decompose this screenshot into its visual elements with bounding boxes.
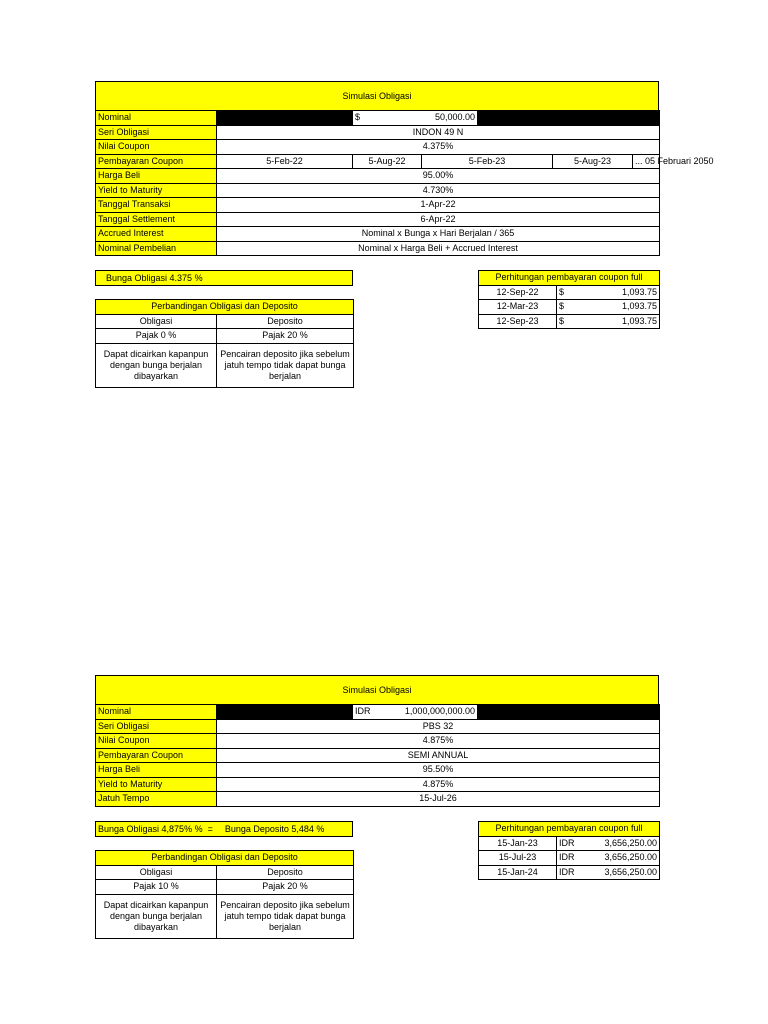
pajak-deposito: Pajak 20 % — [217, 880, 354, 895]
ytm-value: 4.730% — [217, 183, 660, 198]
sim2-label: Pembayaran Coupon — [96, 748, 217, 763]
desc-deposito: Pencairan deposito jika sebelum jatuh tempo tidak dapat bunga berjalan — [217, 343, 354, 387]
coupon-currency: IDR — [557, 851, 583, 866]
coupon-table-title: Perhitungan pembayaran coupon full — [479, 271, 660, 286]
nominal-black-fill — [217, 705, 353, 720]
compare-col-deposito: Deposito — [217, 865, 354, 880]
compare-col-deposito: Deposito — [217, 314, 354, 329]
nominal-black-fill — [478, 111, 660, 126]
coupon-currency: IDR — [557, 836, 583, 851]
pajak-obligasi: Pajak 10 % — [96, 880, 217, 895]
desc-obligasi: Dapat dicairkan kapanpun dengan bunga berjalan dibayarkan — [96, 894, 217, 938]
sim1-row — [96, 227, 660, 242]
pembayaran-date: 5-Feb-23 — [422, 154, 553, 169]
coupon-table-1 — [478, 270, 660, 329]
compare-col-obligasi: Obligasi — [96, 314, 217, 329]
sim1-row — [96, 125, 660, 140]
nominal-black-fill — [217, 111, 353, 126]
sim1-label: Harga Beli — [96, 169, 217, 184]
compare-col-obligasi: Obligasi — [96, 865, 217, 880]
seri-value: PBS 32 — [217, 719, 660, 734]
coupon-date: 12-Mar-23 — [479, 300, 557, 315]
coupon-amount: 1,093.75 — [577, 285, 660, 300]
bunga-obligasi-box — [95, 270, 353, 286]
sim2-label: Yield to Maturity — [96, 777, 217, 792]
sim1-row — [96, 241, 660, 256]
sim2-label: Harga Beli — [96, 763, 217, 778]
jatuh-tempo-value: 15-Jul-26 — [217, 792, 660, 807]
sim1-title — [95, 81, 659, 111]
coupon-row — [479, 314, 660, 329]
desc-deposito: Pencairan deposito jika sebelum jatuh tempo tidak dapat bunga berjalan — [217, 894, 354, 938]
nominal-value: 1,000,000,000.00 — [393, 705, 478, 720]
compare-title: Perbandingan Obligasi dan Deposito — [96, 851, 354, 866]
sim1-label: Tanggal Settlement — [96, 212, 217, 227]
harga-beli-value: 95.50% — [217, 763, 660, 778]
coupon-amount: 1,093.75 — [577, 300, 660, 315]
coupon-amount: 1,093.75 — [577, 314, 660, 329]
coupon-date: 12-Sep-23 — [479, 314, 557, 329]
compare-table-2 — [95, 850, 354, 939]
pembayaran-date: 5-Aug-22 — [353, 154, 422, 169]
coupon-amount: 3,656,250.00 — [583, 865, 660, 880]
sim2-label: Seri Obligasi — [96, 719, 217, 734]
sim1-label: Nominal Pembelian — [96, 241, 217, 256]
compare-table-1 — [95, 299, 354, 388]
sim1-title-text: Simulasi Obligasi — [342, 91, 412, 101]
sim1-row-pembayaran — [96, 154, 660, 169]
pajak-deposito: Pajak 20 % — [217, 329, 354, 344]
bunga-obligasi-text: Bunga Obligasi 4.375 % — [106, 273, 203, 283]
harga-beli-value: 95.00% — [217, 169, 660, 184]
nominal-currency: $ — [353, 111, 422, 126]
bunga-deposito-text: Bunga Deposito 5,484 % — [224, 824, 325, 834]
sim1-row — [96, 169, 660, 184]
sim2-row-nominal — [96, 705, 660, 720]
bunga-obligasi-text: Bunga Obligasi 4,875% % = — [98, 824, 213, 834]
sim1-row — [96, 212, 660, 227]
ytm-value: 4.875% — [217, 777, 660, 792]
desc-obligasi: Dapat dicairkan kapanpun dengan bunga berjalan dibayarkan — [96, 343, 217, 387]
coupon-row — [479, 836, 660, 851]
compare-title: Perbandingan Obligasi dan Deposito — [96, 300, 354, 315]
sim2-label: Jatuh Tempo — [96, 792, 217, 807]
coupon-value: 4.375% — [217, 140, 660, 155]
coupon-row — [479, 300, 660, 315]
coupon-value: 4.875% — [217, 734, 660, 749]
tgl-settlement-value: 6-Apr-22 — [217, 212, 660, 227]
coupon-table-title: Perhitungan pembayaran coupon full — [479, 822, 660, 837]
seri-value: INDON 49 N — [217, 125, 660, 140]
pembayaran-date: 5-Feb-22 — [217, 154, 353, 169]
pembayaran-value: SEMI ANNUAL — [217, 748, 660, 763]
pembayaran-date: 5-Aug-23 — [553, 154, 633, 169]
coupon-date: 15-Jul-23 — [479, 851, 557, 866]
coupon-table-2 — [478, 821, 660, 880]
nominal-pembelian-value: Nominal x Harga Beli + Accrued Interest — [217, 241, 660, 256]
sim1-label: Yield to Maturity — [96, 183, 217, 198]
accrued-value: Nominal x Bunga x Hari Berjalan / 365 — [217, 227, 660, 242]
nominal-currency: IDR — [353, 705, 393, 720]
coupon-date: 15-Jan-23 — [479, 836, 557, 851]
sim1-label: Nilai Coupon — [96, 140, 217, 155]
tgl-transaksi-value: 1-Apr-22 — [217, 198, 660, 213]
sim1-label: Accrued Interest — [96, 227, 217, 242]
sim1-row — [96, 198, 660, 213]
sim1-label: Pembayaran Coupon — [96, 154, 217, 169]
coupon-row — [479, 851, 660, 866]
coupon-row — [479, 285, 660, 300]
sim1-row-nominal — [96, 111, 660, 126]
sim1-table — [95, 110, 714, 256]
coupon-date: 12-Sep-22 — [479, 285, 557, 300]
coupon-amount: 3,656,250.00 — [583, 836, 660, 851]
bunga-obligasi-box-2 — [95, 821, 353, 837]
sim2-label: Nilai Coupon — [96, 734, 217, 749]
pajak-obligasi: Pajak 0 % — [96, 329, 217, 344]
coupon-row — [479, 865, 660, 880]
sim1-label: Tanggal Transaksi — [96, 198, 217, 213]
nominal-value: 50,000.00 — [422, 111, 478, 126]
coupon-currency: $ — [557, 300, 577, 315]
pembayaran-date: ... 05 Februari 2050 — [633, 154, 660, 169]
coupon-currency: IDR — [557, 865, 583, 880]
nominal-black-fill — [478, 705, 660, 720]
sim1-label: Nominal — [96, 111, 217, 126]
sim2-label: Nominal — [96, 705, 217, 720]
sim2-title — [95, 675, 659, 705]
sim2-table — [95, 704, 660, 807]
coupon-currency: $ — [557, 314, 577, 329]
sim2-title-text: Simulasi Obligasi — [342, 685, 412, 695]
coupon-date: 15-Jan-24 — [479, 865, 557, 880]
coupon-currency: $ — [557, 285, 577, 300]
sim1-row — [96, 183, 660, 198]
sim1-row — [96, 140, 660, 155]
sim1-label: Seri Obligasi — [96, 125, 217, 140]
coupon-amount: 3,656,250.00 — [583, 851, 660, 866]
